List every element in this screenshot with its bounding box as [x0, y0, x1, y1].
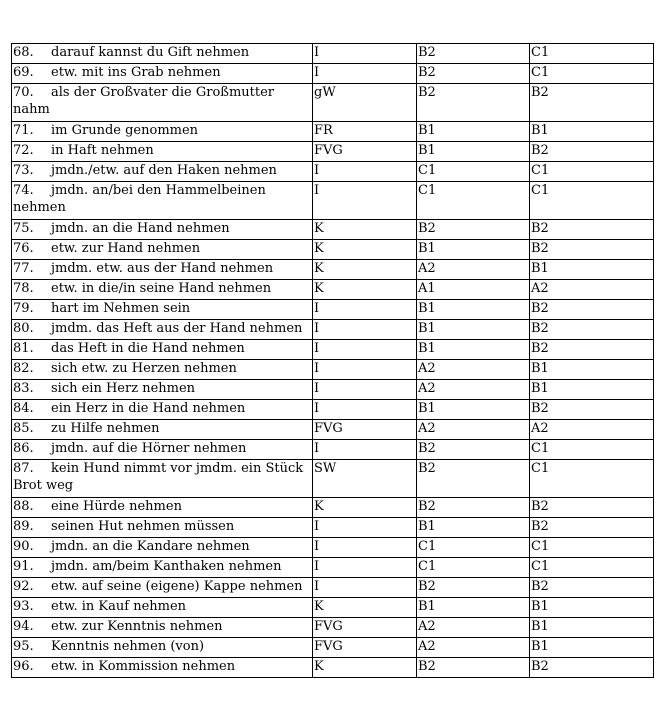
phrase-cell	[12, 240, 313, 260]
table-row	[12, 558, 654, 578]
table-row	[12, 658, 654, 678]
table-row	[12, 498, 654, 518]
phrase-text: etw. in Kauf nehmen	[51, 599, 187, 614]
level2-cell: B2	[530, 240, 654, 260]
type-cell: FVG	[313, 638, 417, 658]
level1-cell: B1	[417, 340, 530, 360]
phrase-text: jmdm. etw. aus der Hand nehmen	[51, 261, 274, 276]
phrase-text: in Haft nehmen	[51, 143, 154, 158]
phrase-cell	[12, 300, 313, 320]
row-number: 70.	[13, 85, 34, 100]
type-cell: I	[313, 440, 417, 460]
type-cell: I	[313, 64, 417, 84]
row-number: 95.	[13, 639, 34, 654]
idiom-table	[11, 43, 654, 678]
idiom-table-body	[12, 44, 654, 678]
row-number: 78.	[13, 281, 34, 296]
table-row	[12, 122, 654, 142]
row-number: 91.	[13, 559, 34, 574]
level2-cell: C1	[530, 182, 654, 220]
phrase-text: etw. zur Hand nehmen	[51, 241, 201, 256]
type-cell: I	[313, 578, 417, 598]
phrase-text: etw. mit ins Grab nehmen	[51, 65, 221, 80]
phrase-cell	[12, 340, 313, 360]
level1-cell: A2	[417, 638, 530, 658]
row-number: 89.	[13, 519, 34, 534]
row-number: 88.	[13, 499, 34, 514]
level2-cell: C1	[530, 64, 654, 84]
phrase-text: jmdn. am/beim Kanthaken nehmen	[51, 559, 282, 574]
level2-cell: C1	[530, 558, 654, 578]
type-cell: FR	[313, 122, 417, 142]
phrase-text: etw. auf seine (eigene) Kappe nehmen	[51, 579, 303, 594]
phrase-cell	[12, 280, 313, 300]
type-cell: K	[313, 240, 417, 260]
type-cell: K	[313, 498, 417, 518]
phrase-text: hart im Nehmen sein	[51, 301, 191, 316]
table-row	[12, 320, 654, 340]
level1-cell: C1	[417, 538, 530, 558]
phrase-cell	[12, 400, 313, 420]
phrase-text: jmdn. an die Kandare nehmen	[51, 539, 250, 554]
level1-cell: A2	[417, 260, 530, 280]
level1-cell: B1	[417, 598, 530, 618]
phrase-cell	[12, 618, 313, 638]
row-number: 69.	[13, 65, 34, 80]
phrase-cell	[12, 460, 313, 498]
phrase-text: jmdn. an/bei den Hammelbeinen nehmen	[13, 183, 266, 215]
type-cell: K	[313, 220, 417, 240]
row-number: 94.	[13, 619, 34, 634]
phrase-cell	[12, 538, 313, 558]
level2-cell: C1	[530, 460, 654, 498]
phrase-text: Kenntnis nehmen (von)	[51, 639, 205, 654]
level2-cell: B2	[530, 220, 654, 240]
type-cell: I	[313, 558, 417, 578]
table-row	[12, 618, 654, 638]
type-cell: K	[313, 280, 417, 300]
phrase-cell	[12, 122, 313, 142]
table-row	[12, 220, 654, 240]
row-number: 92.	[13, 579, 34, 594]
row-number: 93.	[13, 599, 34, 614]
level1-cell: B1	[417, 400, 530, 420]
phrase-text: jmdn. auf die Hörner nehmen	[51, 441, 247, 456]
level2-cell: B2	[530, 658, 654, 678]
level1-cell: B2	[417, 578, 530, 598]
phrase-cell	[12, 518, 313, 538]
table-row	[12, 260, 654, 280]
table-row	[12, 182, 654, 220]
level1-cell: A2	[417, 360, 530, 380]
row-number: 82.	[13, 361, 34, 376]
row-number: 81.	[13, 341, 34, 356]
level2-cell: C1	[530, 538, 654, 558]
type-cell: FVG	[313, 142, 417, 162]
level1-cell: A1	[417, 280, 530, 300]
phrase-text: im Grunde genommen	[51, 123, 199, 138]
level1-cell: B2	[417, 64, 530, 84]
level1-cell: B1	[417, 320, 530, 340]
phrase-text: jmdn./etw. auf den Haken nehmen	[51, 163, 277, 178]
table-row	[12, 162, 654, 182]
level2-cell: B1	[530, 122, 654, 142]
table-row	[12, 460, 654, 498]
row-number: 96.	[13, 659, 34, 674]
level2-cell: B2	[530, 320, 654, 340]
type-cell: gW	[313, 84, 417, 122]
phrase-text: sich etw. zu Herzen nehmen	[51, 361, 237, 376]
level2-cell: B2	[530, 142, 654, 162]
type-cell: I	[313, 360, 417, 380]
phrase-cell	[12, 578, 313, 598]
level2-cell: B2	[530, 400, 654, 420]
type-cell: FVG	[313, 618, 417, 638]
row-number: 72.	[13, 143, 34, 158]
phrase-text: eine Hürde nehmen	[51, 499, 182, 514]
type-cell: I	[313, 380, 417, 400]
level1-cell: B2	[417, 44, 530, 64]
table-row	[12, 300, 654, 320]
phrase-text: etw. in die/in seine Hand nehmen	[51, 281, 272, 296]
table-row	[12, 44, 654, 64]
type-cell: K	[313, 260, 417, 280]
phrase-cell	[12, 658, 313, 678]
type-cell: K	[313, 598, 417, 618]
row-number: 77.	[13, 261, 34, 276]
level1-cell: B2	[417, 220, 530, 240]
table-row	[12, 598, 654, 618]
phrase-text: als der Großvater die Großmutter nahm	[13, 85, 275, 117]
phrase-text: sich ein Herz nehmen	[51, 381, 196, 396]
type-cell: I	[313, 340, 417, 360]
phrase-cell	[12, 320, 313, 340]
table-row	[12, 578, 654, 598]
level1-cell: B2	[417, 84, 530, 122]
table-row	[12, 64, 654, 84]
type-cell: I	[313, 400, 417, 420]
level2-cell: C1	[530, 162, 654, 182]
table-row	[12, 340, 654, 360]
level2-cell: A2	[530, 420, 654, 440]
phrase-text: seinen Hut nehmen müssen	[51, 519, 235, 534]
table-row	[12, 280, 654, 300]
level2-cell: B2	[530, 300, 654, 320]
phrase-text: darauf kannst du Gift nehmen	[51, 45, 250, 60]
level1-cell: B1	[417, 122, 530, 142]
row-number: 80.	[13, 321, 34, 336]
phrase-cell	[12, 44, 313, 64]
level1-cell: B2	[417, 440, 530, 460]
level2-cell: A2	[530, 280, 654, 300]
table-row	[12, 142, 654, 162]
level2-cell: B1	[530, 360, 654, 380]
level2-cell: B2	[530, 340, 654, 360]
row-number: 87.	[13, 461, 34, 476]
phrase-text: das Heft in die Hand nehmen	[51, 341, 245, 356]
level1-cell: B2	[417, 498, 530, 518]
table-row	[12, 518, 654, 538]
type-cell: FVG	[313, 420, 417, 440]
level2-cell: B1	[530, 260, 654, 280]
type-cell: I	[313, 320, 417, 340]
phrase-text: jmdm. das Heft aus der Hand nehmen	[51, 321, 303, 336]
phrase-cell	[12, 360, 313, 380]
level1-cell: B2	[417, 658, 530, 678]
level1-cell: C1	[417, 162, 530, 182]
level1-cell: B1	[417, 518, 530, 538]
row-number: 73.	[13, 163, 34, 178]
phrase-text: kein Hund nimmt vor jmdm. ein Stück Brot weg	[13, 461, 304, 493]
phrase-text: etw. zur Kenntnis nehmen	[51, 619, 223, 634]
row-number: 75.	[13, 221, 34, 236]
level1-cell: C1	[417, 558, 530, 578]
level2-cell: B1	[530, 618, 654, 638]
phrase-text: jmdn. an die Hand nehmen	[51, 221, 230, 236]
phrase-cell	[12, 260, 313, 280]
table-row	[12, 240, 654, 260]
row-number: 85.	[13, 421, 34, 436]
level1-cell: A2	[417, 618, 530, 638]
table-row	[12, 420, 654, 440]
phrase-cell	[12, 84, 313, 122]
table-row	[12, 360, 654, 380]
type-cell: I	[313, 300, 417, 320]
level2-cell: B1	[530, 380, 654, 400]
row-number: 71.	[13, 123, 34, 138]
phrase-cell	[12, 598, 313, 618]
row-number: 76.	[13, 241, 34, 256]
level2-cell: B2	[530, 518, 654, 538]
row-number: 79.	[13, 301, 34, 316]
row-number: 83.	[13, 381, 34, 396]
phrase-cell	[12, 498, 313, 518]
row-number: 68.	[13, 45, 34, 60]
level1-cell: B1	[417, 142, 530, 162]
phrase-cell	[12, 142, 313, 162]
row-number: 86.	[13, 441, 34, 456]
phrase-text: zu Hilfe nehmen	[51, 421, 160, 436]
type-cell: I	[313, 44, 417, 64]
table-row	[12, 380, 654, 400]
level2-cell: C1	[530, 44, 654, 64]
table-row	[12, 638, 654, 658]
phrase-cell	[12, 380, 313, 400]
type-cell: I	[313, 518, 417, 538]
type-cell: I	[313, 538, 417, 558]
phrase-cell	[12, 64, 313, 84]
level1-cell: B1	[417, 240, 530, 260]
table-row	[12, 84, 654, 122]
phrase-text: ein Herz in die Hand nehmen	[51, 401, 246, 416]
table-row	[12, 538, 654, 558]
level1-cell: C1	[417, 182, 530, 220]
level2-cell: B1	[530, 638, 654, 658]
level2-cell: B2	[530, 84, 654, 122]
row-number: 90.	[13, 539, 34, 554]
level2-cell: B1	[530, 598, 654, 618]
type-cell: K	[313, 658, 417, 678]
phrase-cell	[12, 420, 313, 440]
phrase-cell	[12, 440, 313, 460]
phrase-cell	[12, 220, 313, 240]
phrase-cell	[12, 638, 313, 658]
row-number: 74.	[13, 183, 34, 198]
phrase-cell	[12, 162, 313, 182]
level2-cell: C1	[530, 440, 654, 460]
phrase-cell	[12, 182, 313, 220]
level1-cell: A2	[417, 420, 530, 440]
table-row	[12, 440, 654, 460]
level1-cell: B1	[417, 300, 530, 320]
row-number: 84.	[13, 401, 34, 416]
phrase-text: etw. in Kommission nehmen	[51, 659, 236, 674]
level2-cell: B2	[530, 578, 654, 598]
level1-cell: A2	[417, 380, 530, 400]
table-row	[12, 400, 654, 420]
level2-cell: B2	[530, 498, 654, 518]
type-cell: I	[313, 162, 417, 182]
type-cell: SW	[313, 460, 417, 498]
phrase-cell	[12, 558, 313, 578]
type-cell: I	[313, 182, 417, 220]
level1-cell: B2	[417, 460, 530, 498]
